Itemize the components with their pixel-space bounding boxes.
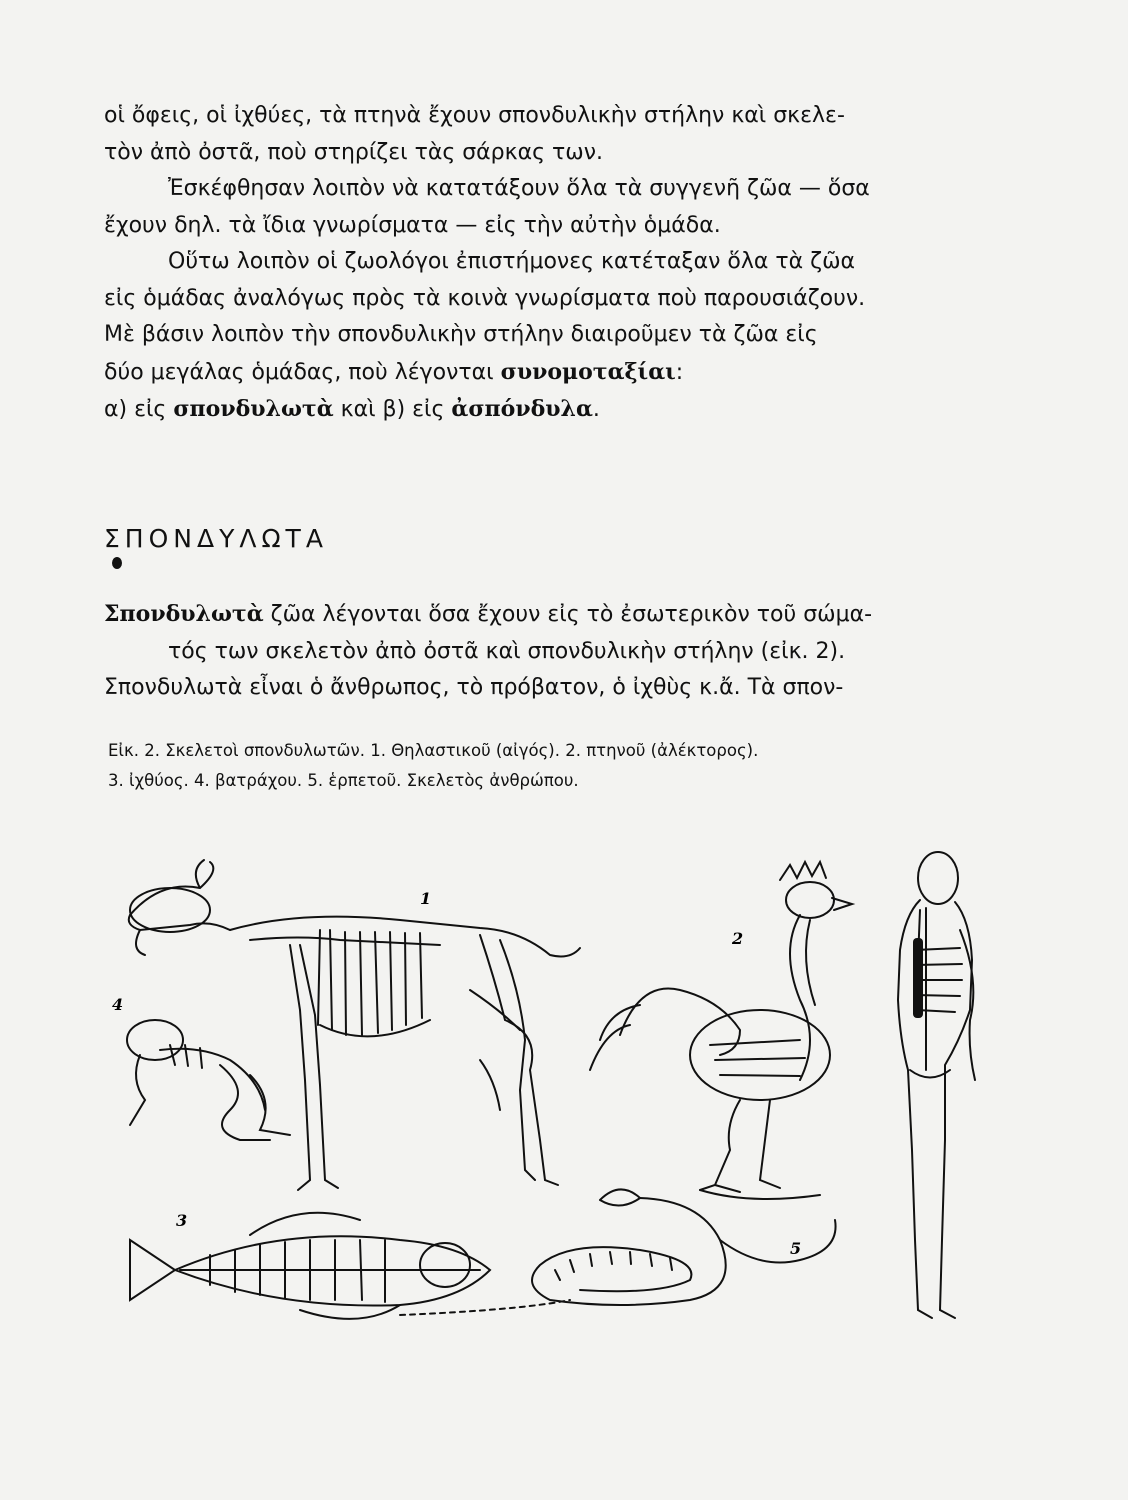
text-line: οἱ ὄφεις, οἱ ἰχθύες, τὰ πτηνὰ ἔχουν σπονδυλικὴν στήλην καὶ σκελε- — [104, 103, 845, 128]
figure-label-4: 4 — [112, 995, 124, 1014]
spine-shading — [913, 938, 923, 1018]
text-fragment: : — [675, 359, 684, 385]
human-skeleton-illustration — [898, 852, 975, 1318]
figure-labels — [112, 889, 801, 1258]
caption-line: Εἰκ. 2. Σκελετοὶ σπονδυλωτῶν. 1. Θηλαστικοῦ (αἰγός). 2. πτηνοῦ (ἀλέκτορος). — [108, 741, 759, 760]
text-line — [104, 596, 984, 634]
text-line: εἰς ὁμάδας ἀναλόγως πρὸς τὰ κοινὰ γνωρίσματα ποὺ παρουσιάζουν. — [104, 285, 866, 311]
text-fragment: καὶ β) εἰς — [333, 397, 452, 422]
figure-label-5: 5 — [790, 1239, 802, 1258]
vertebrates-paragraph — [104, 596, 984, 707]
ink-dot — [112, 557, 122, 569]
classification-paragraph — [104, 171, 984, 244]
frog-skeleton-illustration — [127, 1020, 290, 1140]
zoologists-paragraph — [104, 244, 984, 429]
text-fragment: ζῶα λέγονται ὅσα ἔχουν εἰς τὸ ἐσωτερικὸν τοῦ σώμα- — [263, 602, 873, 627]
bold-term-vertebrates: σπονδυλωτὰ — [173, 396, 334, 422]
caption-line: 3. ἰχθύος. 4. βατράχου. 5. ἑρπετοῦ. Σκελετὸς ἀνθρώπου. — [108, 771, 579, 790]
vertebrate-skeletons-figure — [100, 840, 980, 1350]
text-line — [104, 391, 984, 429]
goat-skeleton-illustration — [129, 860, 580, 1190]
figure-label-1: 1 — [420, 889, 432, 908]
text-line: τὸν ἀπὸ ὀστᾶ, ποὺ στηρίζει τὰς σάρκας των. — [104, 139, 603, 165]
text-fragment: δύο μεγάλας ὁμάδας, ποὺ λέγονται — [104, 359, 501, 385]
figure-label-3: 3 — [176, 1211, 188, 1230]
text-line: ἔχουν δηλ. τὰ ἴδια γνωρίσματα — εἰς τὴν αὐτὴν ὁμάδα. — [104, 212, 721, 238]
section-heading: ΣΠΟΝΔΥΛΩΤΑ — [104, 524, 328, 553]
text-line: Μὲ βάσιν λοιπὸν τὴν σπονδυλικὴν στήλην διαιροῦμεν τὰ ζῶα εἰς — [104, 322, 818, 347]
figure-label-2: 2 — [732, 929, 744, 948]
bold-term-invertebrates: ἀσπόνδυλα — [451, 396, 593, 422]
text-line: Σπονδυλωτὰ εἶναι ὁ ἄνθρωπος, τὸ πρόβατον, ὁ ἰχθὺς κ.ἄ. Τὰ σπον- — [104, 675, 844, 700]
rooster-skeleton-illustration — [590, 862, 852, 1199]
text-line — [104, 354, 984, 392]
figure-caption — [108, 736, 988, 796]
text-line: τός των σκελετὸν ἀπὸ ὀστᾶ καὶ σπονδυλικὴν στήλην (εἰκ. 2). — [168, 638, 846, 664]
text-fragment: α) εἰς — [104, 397, 174, 422]
text-fragment: . — [592, 397, 600, 422]
bold-term-phyla: συνομοταξίαι — [500, 358, 676, 385]
intro-paragraph — [104, 98, 984, 171]
bold-term-vertebrates-start: Σπονδυλωτὰ — [104, 601, 264, 627]
text-line: Οὕτω λοιπὸν οἱ ζωολόγοι ἐπιστήμονες κατέταξαν ὅλα τὰ ζῶα — [168, 249, 856, 274]
text-line: Ἐσκέφθησαν λοιπὸν νὰ κατατάξουν ὅλα τὰ συγγενῆ ζῶα — ὅσα — [168, 176, 870, 201]
